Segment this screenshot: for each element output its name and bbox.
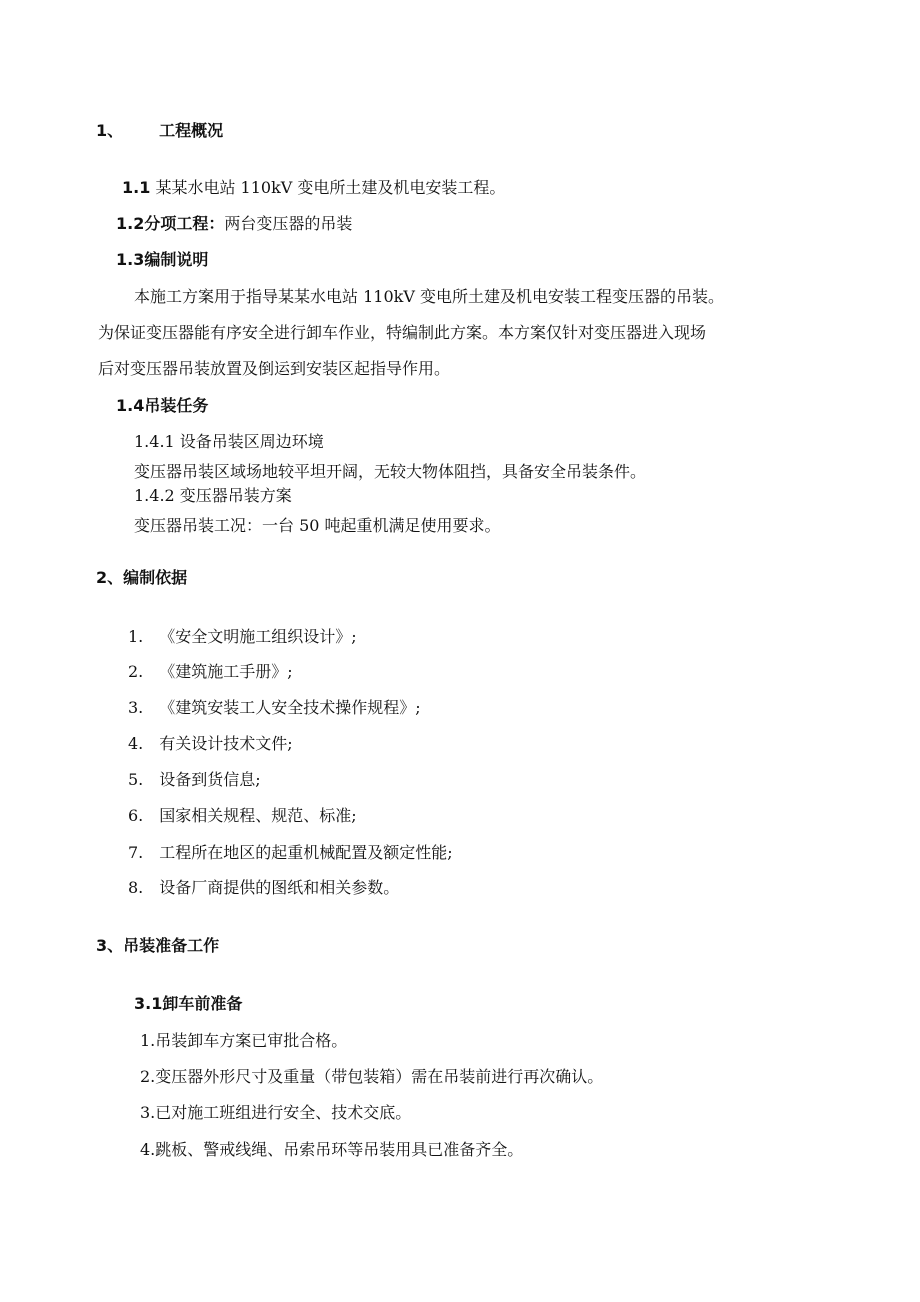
section-1-number: 1、 (96, 121, 124, 140)
list-item-number: 3. (128, 698, 144, 717)
prep-item: 4.跳板、警戒线绳、吊索吊环等吊装用具已准备齐全。 (140, 1140, 524, 1159)
item-1-3-number: 1.3 (116, 250, 145, 269)
list-item (128, 770, 261, 790)
prep-item: 1.吊装卸车方案已审批合格。 (140, 1031, 348, 1050)
list-item (128, 843, 453, 863)
list-item-number: 4. (128, 734, 144, 753)
list-item-text: 《建筑施工手册》; (159, 662, 293, 681)
item-1-4-number: 1.4 (116, 396, 145, 415)
list-item-text: 设备厂商提供的图纸和相关参数。 (159, 878, 400, 897)
list-item-text: 工程所在地区的起重机械配置及额定性能; (159, 843, 453, 862)
item-1-3-label: 编制说明 (144, 250, 209, 269)
item-1-4-2-title: 1.4.2 变压器吊装方案 (134, 486, 292, 505)
paragraph-line: 后对变压器吊装放置及倒运到安装区起指导作用。 (98, 359, 451, 378)
prep-item: 2.变压器外形尺寸及重量（带包装箱）需在吊装前进行再次确认。 (140, 1067, 604, 1086)
paragraph-line: 本施工方案用于指导某某水电站 110kV 变电所土建及机电安装工程变压器的吊装。 (134, 287, 724, 306)
list-item-number: 2. (128, 662, 144, 681)
item-1-4-1-title: 1.4.1 设备吊装区周边环境 (134, 432, 324, 451)
item-1-2-label: 分项工程： (144, 214, 225, 233)
item-1-1 (122, 178, 505, 198)
section-2-heading: 2、编制依据 (96, 568, 188, 587)
list-item (128, 806, 357, 826)
list-item-number: 1. (128, 627, 144, 646)
item-1-3 (116, 250, 208, 270)
list-item (128, 698, 421, 718)
list-item-text: 设备到货信息; (159, 770, 261, 789)
list-item (128, 627, 357, 647)
list-item-text: 《建筑安装工人安全技术操作规程》; (159, 698, 421, 717)
list-item-text: 国家相关规程、规范、标准; (159, 806, 357, 825)
item-1-1-text: 某某水电站 110kV 变电所土建及机电安装工程。 (155, 178, 506, 197)
item-1-4-1-text: 变压器吊装区域场地较平坦开阔，无较大物体阻挡，具备安全吊装条件。 (134, 462, 647, 481)
item-1-1-number: 1.1 (122, 178, 151, 197)
item-1-4 (116, 396, 208, 416)
list-item-number: 8. (128, 878, 144, 897)
list-item (128, 734, 293, 754)
list-item-number: 7. (128, 843, 144, 862)
item-1-2 (116, 214, 352, 234)
list-item (128, 878, 399, 898)
list-item (128, 662, 293, 682)
list-item-number: 6. (128, 806, 144, 825)
section-1-title: 工程概况 (159, 121, 224, 140)
item-1-4-2-text: 变压器吊装工况：一台 50 吨起重机满足使用要求。 (134, 516, 501, 535)
list-item-number: 5. (128, 770, 144, 789)
item-1-2-text: 两台变压器的吊装 (224, 214, 353, 233)
list-item-text: 有关设计技术文件; (159, 734, 293, 753)
item-3-1-label: 卸车前准备 (162, 994, 243, 1013)
item-1-4-label: 吊装任务 (144, 396, 209, 415)
section-1-heading (96, 121, 223, 141)
section-3-heading: 3、吊装准备工作 (96, 936, 220, 955)
item-1-2-number: 1.2 (116, 214, 145, 233)
prep-item: 3.已对施工班组进行安全、技术交底。 (140, 1103, 412, 1122)
paragraph-line: 为保证变压器能有序安全进行卸车作业，特编制此方案。本方案仅针对变压器进入现场 (98, 323, 707, 342)
item-3-1-number: 3.1 (134, 994, 163, 1013)
list-item-text: 《安全文明施工组织设计》; (159, 627, 357, 646)
item-3-1 (134, 994, 242, 1014)
